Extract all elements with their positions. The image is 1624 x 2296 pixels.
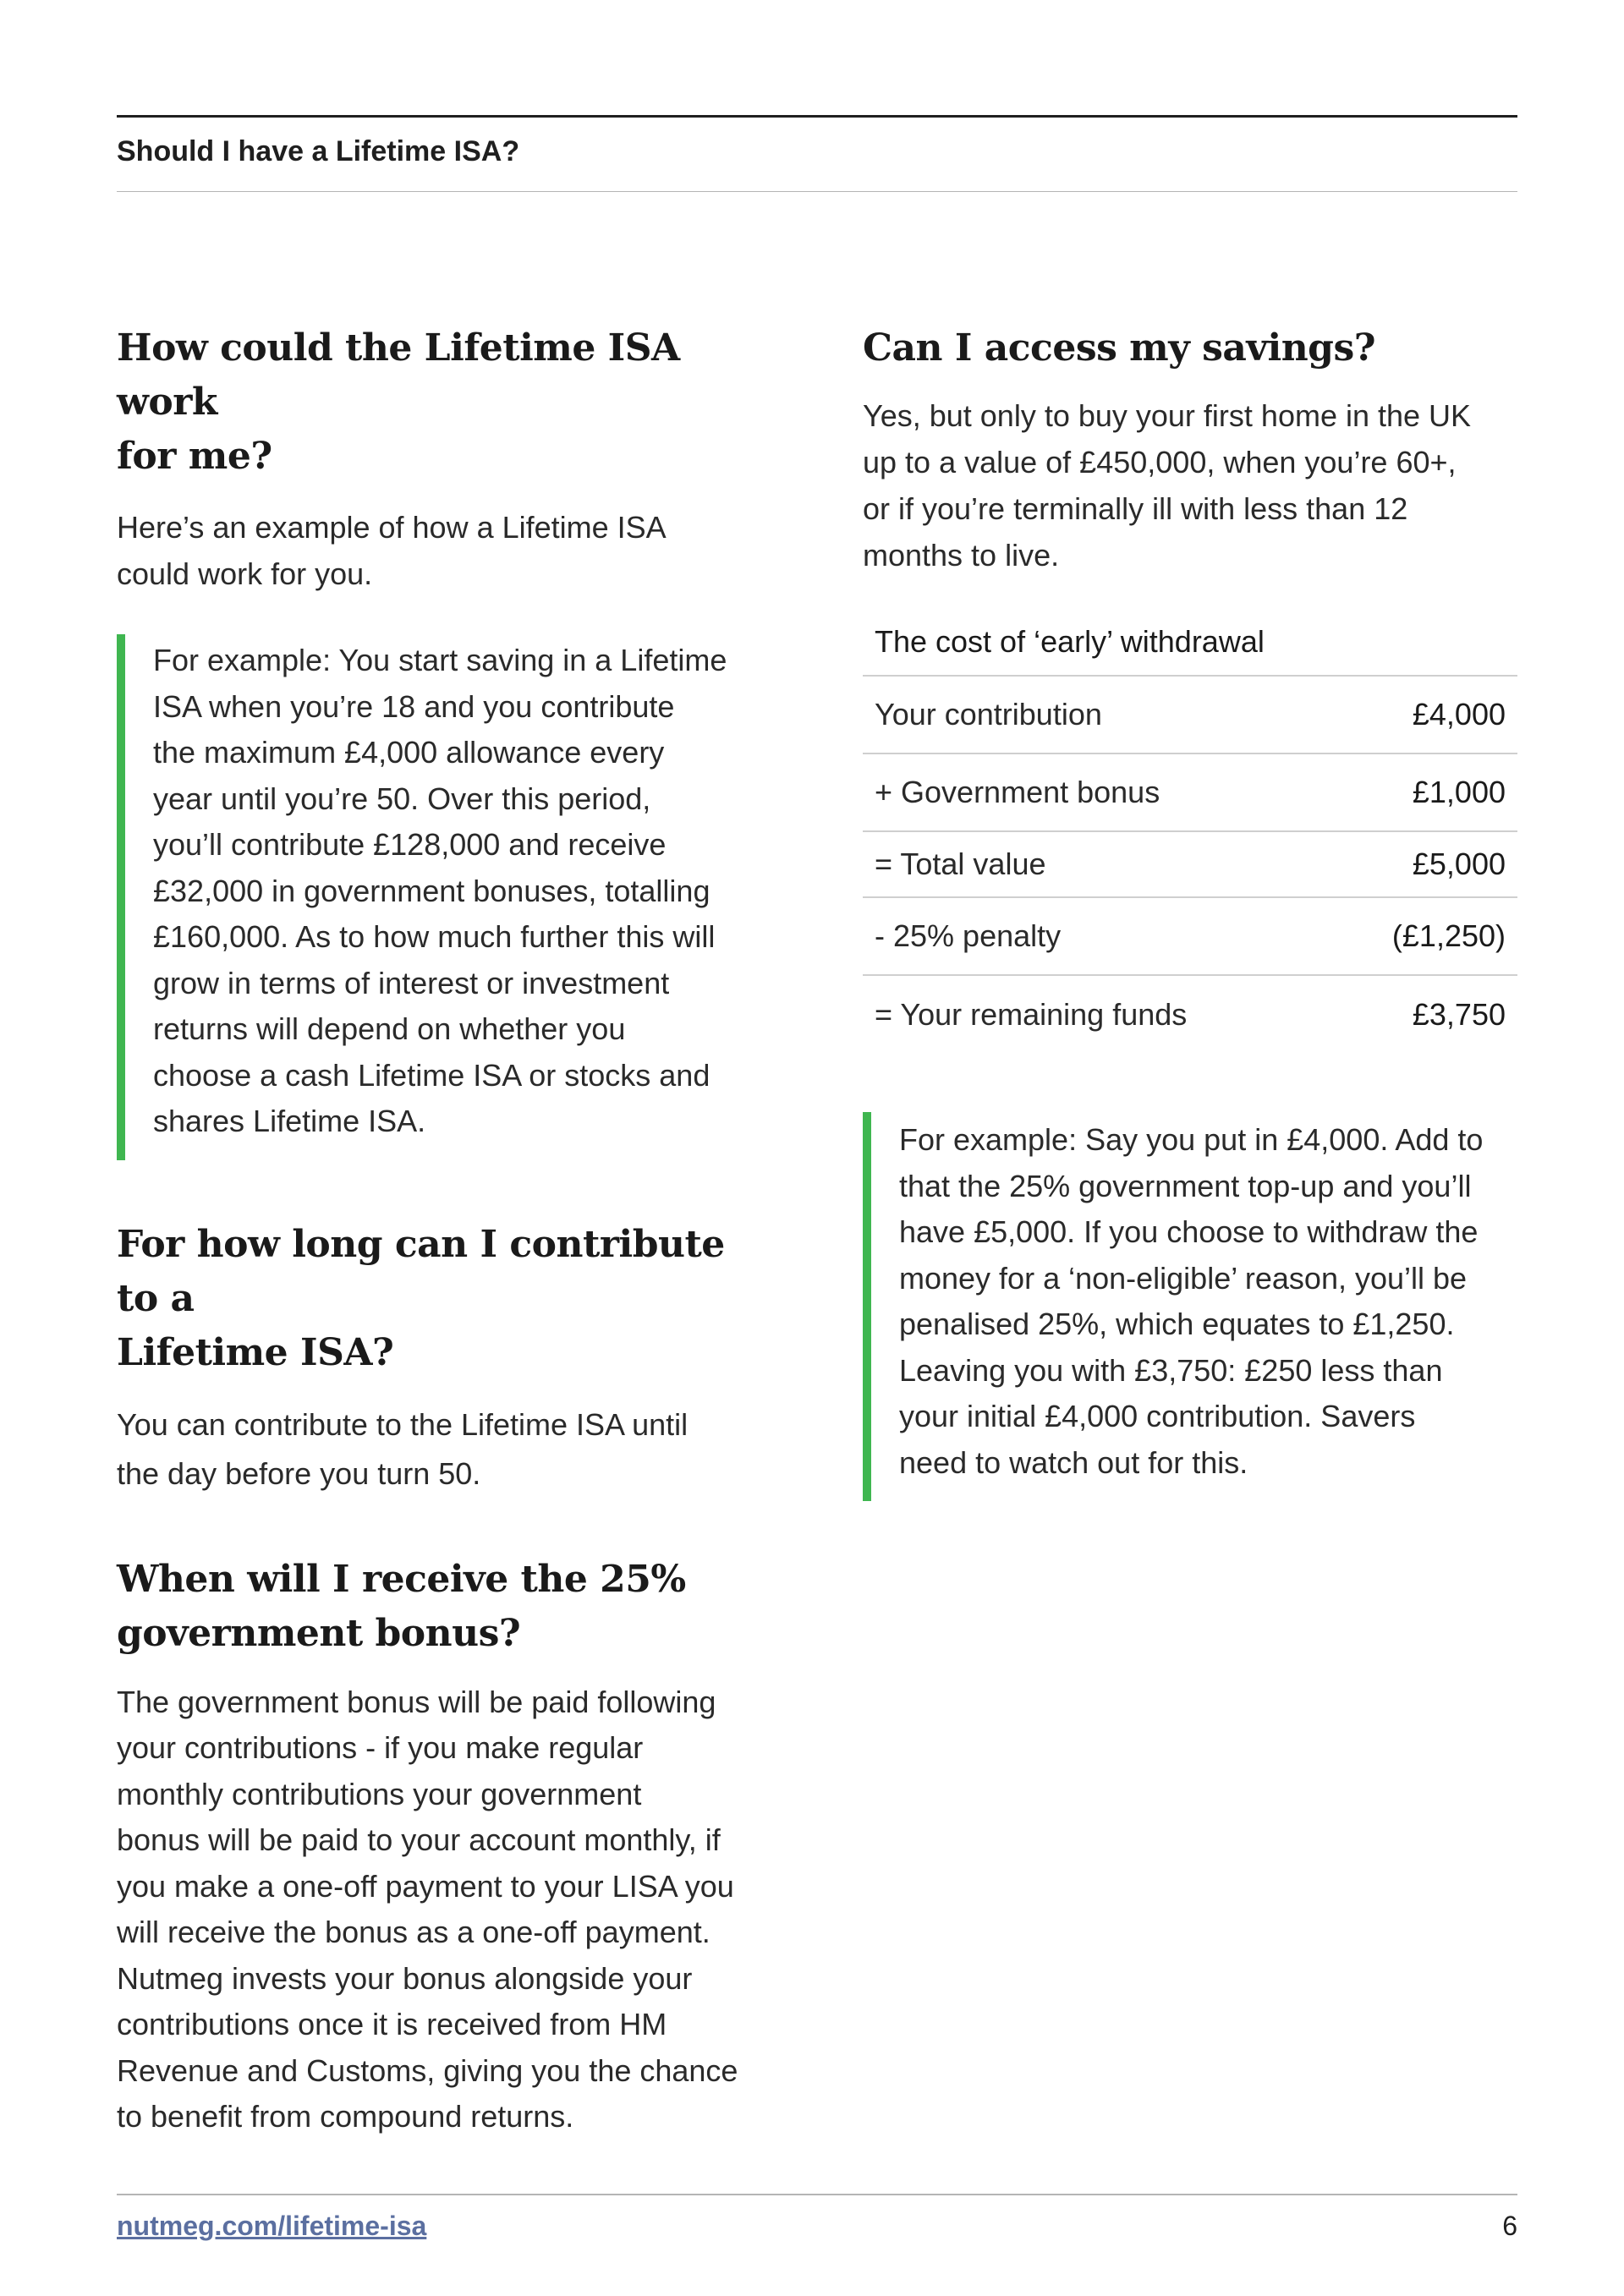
table-caption: The cost of ‘early’ withdrawal bbox=[863, 612, 1517, 676]
early-withdrawal-table bbox=[863, 612, 1517, 1053]
heading-line: Lifetime ISA? bbox=[117, 1330, 394, 1374]
section-body-access bbox=[863, 392, 1517, 578]
table-row bbox=[863, 897, 1517, 975]
callout-line: penalised 25%, which equates to £1,250. bbox=[899, 1307, 1455, 1341]
body-line: up to a value of £450,000, when you’re 60+, bbox=[863, 445, 1457, 479]
table-row bbox=[863, 676, 1517, 753]
table-row bbox=[863, 831, 1517, 897]
row-value: (£1,250) bbox=[1328, 897, 1517, 975]
row-label: Your contribution bbox=[863, 676, 1328, 753]
callout-line: need to watch out for this. bbox=[899, 1444, 1248, 1480]
table-caption-row bbox=[863, 612, 1517, 676]
callout-line: £160,000. As to how much further this will bbox=[153, 919, 716, 954]
body-line: to benefit from compound returns. bbox=[117, 2099, 574, 2134]
callout-line: money for a ‘non-eligible’ reason, you’ll be bbox=[899, 1260, 1468, 1296]
callout-line: ISA when you’re 18 and you contribute bbox=[153, 688, 675, 724]
callout-line: year until you’re 50. Over this period, bbox=[153, 781, 651, 816]
callout-line: £32,000 in government bonuses, totalling bbox=[153, 873, 710, 908]
section-body-bonus bbox=[117, 1680, 776, 2140]
page-number: 6 bbox=[1502, 2211, 1517, 2241]
body-line: monthly contributions your government bbox=[117, 1776, 642, 1811]
callout-line: the maximum £4,000 allowance every bbox=[153, 735, 665, 770]
heading-line: How could the Lifetime ISA work bbox=[117, 326, 680, 424]
callout-line: For example: Say you put in £4,000. Add to bbox=[899, 1122, 1484, 1157]
callout-line: Leaving you with £3,750: £250 less than bbox=[899, 1352, 1443, 1388]
example-callout-withdrawal bbox=[863, 1112, 1517, 1501]
callout-line: have £5,000. If you choose to withdraw the bbox=[899, 1214, 1479, 1249]
footer-website-link[interactable]: nutmeg.com/lifetime-isa bbox=[117, 2211, 427, 2241]
body-line: The government bonus will be paid following bbox=[117, 1684, 716, 1719]
section-heading-access: Can I access my savings? bbox=[863, 326, 1375, 370]
section-heading-bonus bbox=[117, 1553, 776, 1661]
body-line: could work for you. bbox=[117, 556, 373, 591]
body-line: contributions once it is received from HM bbox=[117, 2007, 667, 2041]
header-rule-bottom bbox=[117, 191, 1517, 192]
body-line: You can contribute to the Lifetime ISA until bbox=[117, 1406, 689, 1442]
table-row bbox=[863, 975, 1517, 1053]
body-line: Yes, but only to buy your first home in the UK bbox=[863, 398, 1472, 433]
row-label: = Your remaining funds bbox=[875, 996, 1188, 1032]
table-row bbox=[863, 753, 1517, 831]
heading-line: For how long can I contribute to a bbox=[117, 1222, 725, 1320]
row-label: - 25% penalty bbox=[863, 897, 1328, 975]
heading-line: When will I receive the 25% bbox=[117, 1557, 686, 1601]
body-line: your contributions - if you make regular bbox=[117, 1730, 644, 1765]
left-column bbox=[117, 321, 776, 2140]
section-body-how-could bbox=[117, 504, 776, 597]
body-line: Nutmeg invests your bonus alongside your bbox=[117, 1960, 693, 1996]
row-label: = Total value bbox=[863, 831, 1328, 897]
callout-text bbox=[899, 1117, 1517, 1486]
body-line: you make a one-off payment to your LISA you bbox=[117, 1868, 734, 1904]
callout-line: choose a cash Lifetime ISA or stocks and bbox=[153, 1057, 710, 1093]
section-heading-how-long bbox=[117, 1218, 776, 1380]
callout-line: you’ll contribute £128,000 and receive bbox=[153, 827, 667, 862]
row-value: £5,000 bbox=[1328, 831, 1517, 897]
body-line: months to live. bbox=[863, 538, 1060, 573]
callout-line: grow in terms of interest or investment bbox=[153, 965, 670, 1000]
row-value: £1,000 bbox=[1328, 753, 1517, 831]
body-line: or if you’re terminally ill with less than 12 bbox=[863, 491, 1408, 526]
example-callout-lifetime bbox=[117, 634, 776, 1160]
body-line: Revenue and Customs, giving you the chance bbox=[117, 2052, 738, 2088]
body-line: the day before you turn 50. bbox=[117, 1455, 481, 1491]
section-heading-how-could bbox=[117, 321, 776, 484]
callout-line: For example: You start saving in a Lifetime bbox=[153, 643, 727, 677]
row-label: + Government bonus bbox=[863, 753, 1328, 831]
callout-line: your initial £4,000 contribution. Savers bbox=[899, 1399, 1416, 1433]
row-value: £3,750 bbox=[1412, 996, 1506, 1032]
body-line: will receive the bonus as a one-off payment. bbox=[117, 1915, 710, 1949]
body-line: bonus will be paid to your account monthly, if bbox=[117, 1822, 721, 1857]
heading-line: for me? bbox=[117, 435, 272, 478]
page-header-title: Should I have a Lifetime ISA? bbox=[117, 135, 520, 167]
section-body-how-long bbox=[117, 1400, 776, 1499]
callout-line: that the 25% government top-up and you’ll bbox=[899, 1168, 1472, 1203]
header-rule-top bbox=[117, 115, 1517, 118]
callout-line: returns will depend on whether you bbox=[153, 1011, 626, 1046]
right-column bbox=[863, 321, 1517, 1501]
row-value: £4,000 bbox=[1328, 676, 1517, 753]
footer-rule bbox=[117, 2194, 1517, 2195]
heading-line: government bonus? bbox=[117, 1611, 521, 1655]
callout-text bbox=[153, 638, 776, 1145]
body-line: Here’s an example of how a Lifetime ISA bbox=[117, 510, 667, 545]
callout-line: shares Lifetime ISA. bbox=[153, 1104, 426, 1138]
